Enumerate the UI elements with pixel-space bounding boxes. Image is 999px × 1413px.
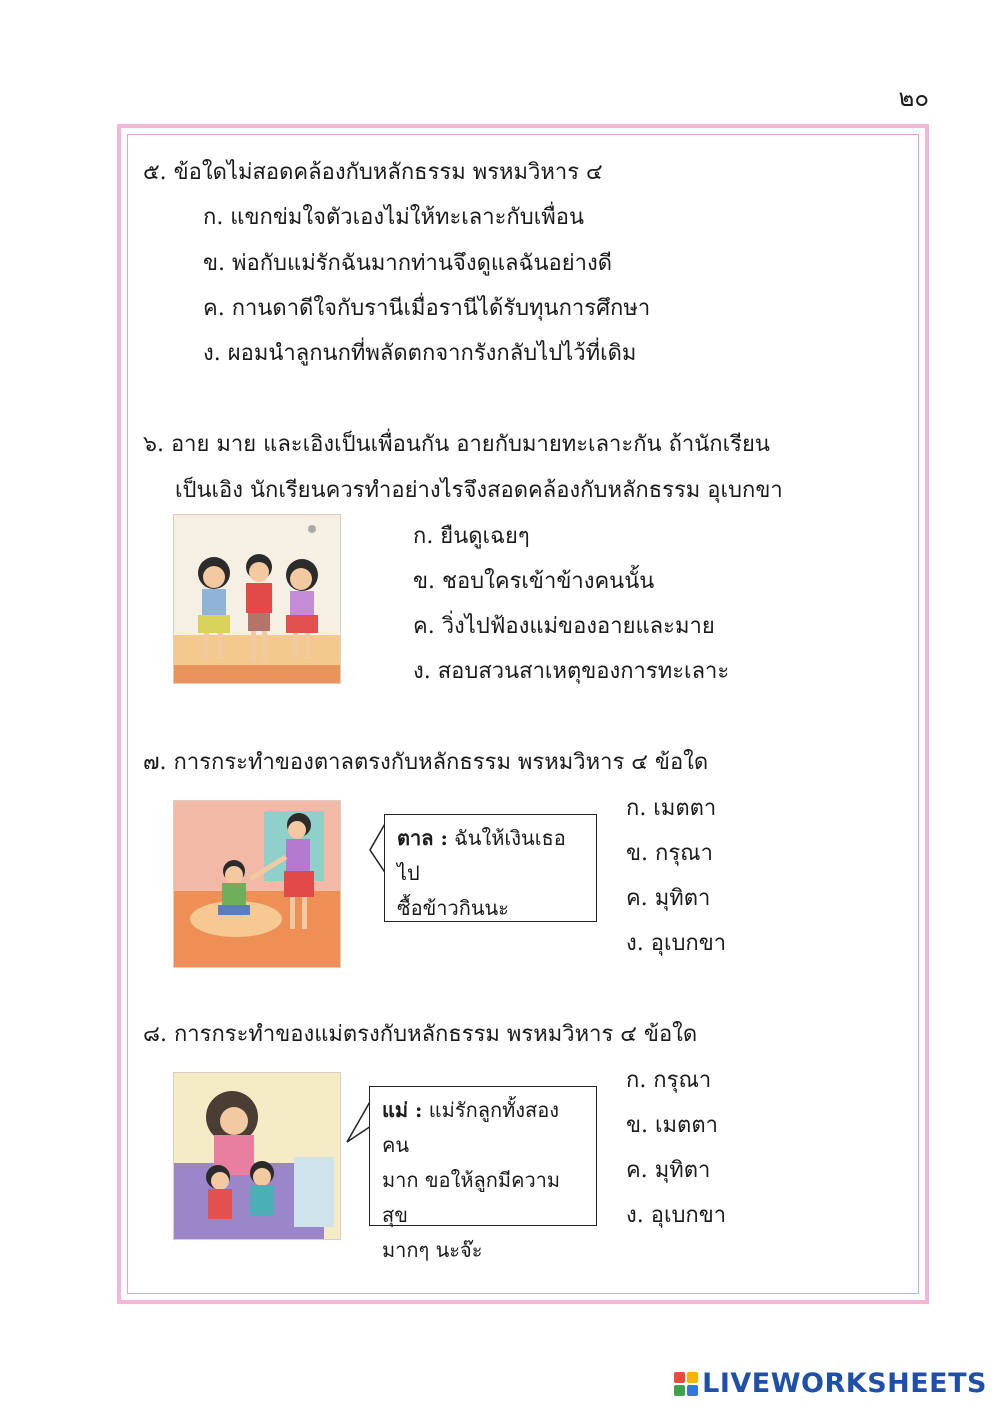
question-6-choice-a[interactable]: ก. ยืนดูเฉยๆ	[413, 524, 530, 549]
question-7-text: ๗. การกระทำของตาลตรงกับหลักธรรม พรหมวิหาร ๔ ข้อใด	[143, 750, 709, 775]
speech-bubble-tan	[384, 814, 597, 922]
question-6-text-line2: เป็นเอิง นักเรียนควรทำอย่างไรจึงสอดคล้องกับหลักธรรม อุเบกขา	[175, 478, 783, 503]
question-5-choice-a[interactable]: ก. แขกข่มใจตัวเองไม่ให้ทะเลาะกับเพื่อน	[203, 205, 584, 230]
question-5-choice-c[interactable]: ค. กานดาดีใจกับรานีเมื่อรานีได้รับทุนการศึกษา	[203, 296, 651, 321]
question-8-choice-a[interactable]: ก. กรุณา	[626, 1068, 712, 1093]
mother-children-illustration	[173, 1072, 341, 1240]
speech-bubble-mother	[369, 1086, 597, 1262]
liveworksheets-logo	[674, 1368, 987, 1399]
question-8-choice-d[interactable]: ง. อุเบกขา	[626, 1203, 727, 1228]
question-7-choice-a[interactable]: ก. เมตตา	[626, 796, 717, 821]
question-5-text: ๕. ข้อใดไม่สอดคล้องกับหลักธรรม พรหมวิหาร ๔	[143, 160, 603, 185]
bubble-line: มากๆ นะจ๊ะ	[382, 1238, 483, 1262]
quarrel-illustration	[173, 514, 341, 684]
liveworksheets-icon	[674, 1372, 698, 1396]
bubble-line: ซื้อข้าวกินนะ	[397, 896, 509, 920]
question-6-choice-b[interactable]: ข. ชอบใครเข้าข้างคนนั้น	[413, 569, 655, 594]
bubble-speaker: แม่ :	[382, 1098, 423, 1122]
giving-money-illustration	[173, 800, 341, 968]
bubble-speaker: ตาล :	[397, 826, 448, 850]
brand-name: LIVEWORKSHEETS	[702, 1368, 987, 1399]
question-5-choice-b[interactable]: ข. พ่อกับแม่รักฉันมากท่านจึงดูแลฉันอย่างดี	[203, 251, 613, 276]
question-8-choice-c[interactable]: ค. มุทิตา	[626, 1158, 711, 1183]
question-8-text: ๘. การกระทำของแม่ตรงกับหลักธรรม พรหมวิหาร ๔ ข้อใด	[143, 1022, 698, 1047]
question-6-text-line1: ๖. อาย มาย และเอิงเป็นเพื่อนกัน อายกับมายทะเลาะกัน ถ้านักเรียน	[143, 432, 770, 457]
question-6-choice-d[interactable]: ง. สอบสวนสาเหตุของการทะเลาะ	[413, 659, 730, 684]
bubble-line: แม่รักลูกทั้งสองคน	[382, 1098, 560, 1157]
bubble-line: มาก ขอให้ลูกมีความสุข	[382, 1168, 561, 1227]
question-7-choice-b[interactable]: ข. กรุณา	[626, 841, 713, 866]
question-7-choice-c[interactable]: ค. มุทิตา	[626, 886, 711, 911]
bubble-line: ฉันให้เงินเธอไป	[397, 826, 566, 885]
question-6-choice-c[interactable]: ค. วิ่งไปฟ้องแม่ของอายและมาย	[413, 614, 715, 639]
question-7-choice-d[interactable]: ง. อุเบกขา	[626, 931, 727, 956]
question-5-choice-d[interactable]: ง. ผอมนำลูกนกที่พลัดตกจากรังกลับไปไว้ที่เดิม	[203, 341, 637, 366]
page-number: ๒๐	[898, 84, 929, 112]
question-8-choice-b[interactable]: ข. เมตตา	[626, 1113, 718, 1138]
